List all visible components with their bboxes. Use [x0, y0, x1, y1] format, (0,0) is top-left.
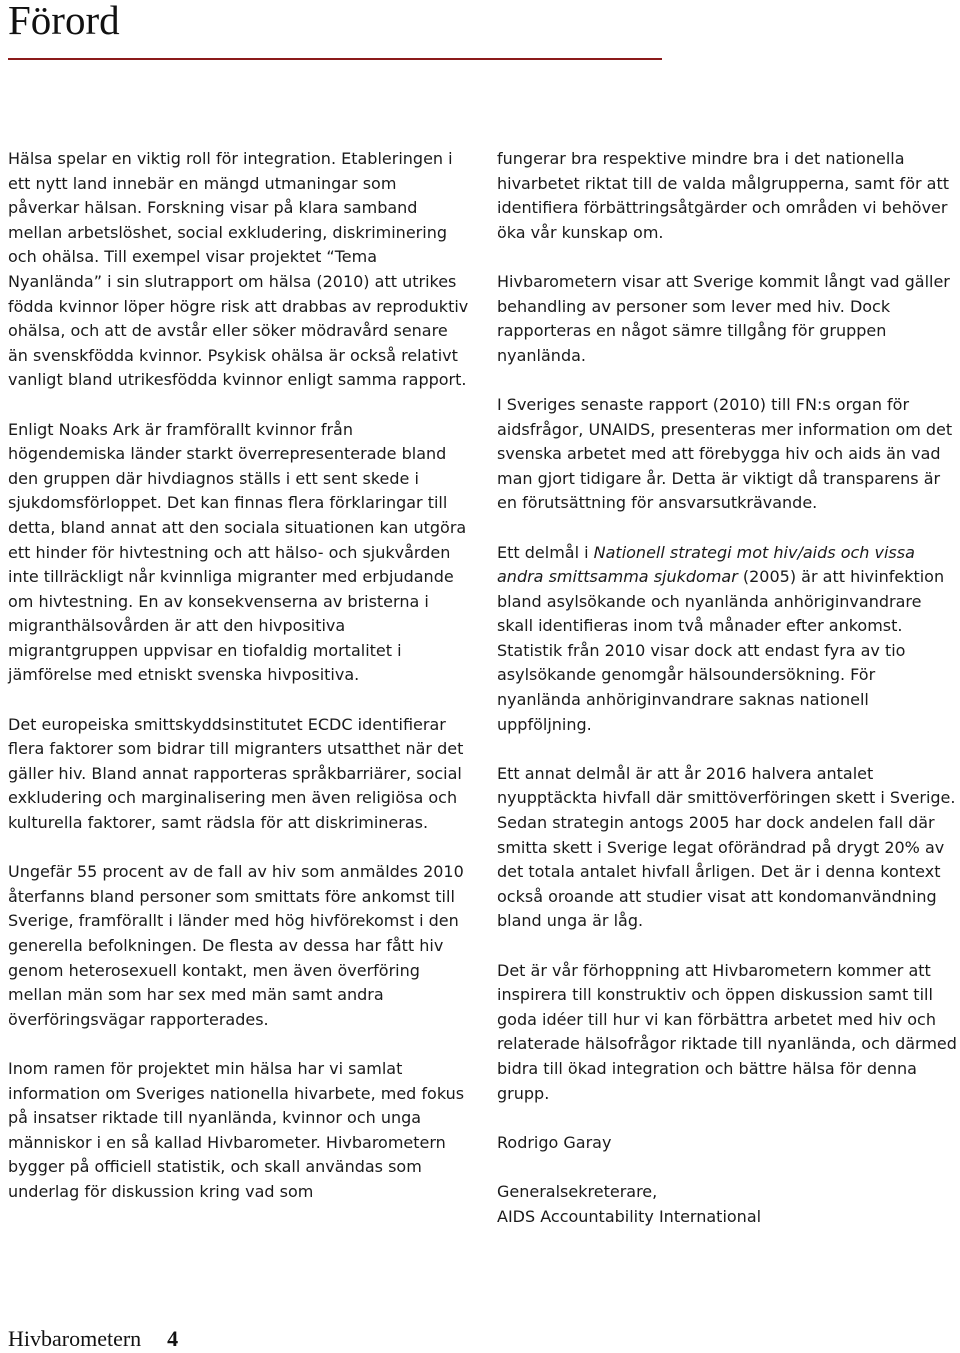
- paragraph: I Sveriges senaste rapport (2010) till FN:s organ för aidsfrågor, UNAIDS, presenteras mer information om det svenska arbetet med att förebygga hiv och aids än vad man gjort tidigare år. Detta är viktigt då transparens är en förutsättning för ansvarsutkrävande.: [497, 394, 953, 513]
- paragraph: fungerar bra respektive mindre bra i det nationella hivarbetet riktat till de valda målgrupperna, samt för att identifiera förbättringsåtgärder och områden vi behöver öka vår kunskap om.: [497, 149, 949, 242]
- strategy-title: Nationell strategi mot hiv/aids och vissa andra smittsamma sjukdomar: [497, 542, 915, 587]
- paragraph: Det europeiska smittskyddsinstitutet ECDC identifierar flera faktorer som bidrar till migranters utsatthet när det gäller hiv. Bland annat rapporteras språkbarriärer, social exkludering och marginalisering men även religiösa och kulturella faktorer, samt rädsla för att diskrimineras.: [8, 714, 464, 833]
- paragraph-text: (2005) är att hivinfektion bland asylsökande och nyanlända anhöriginvandrare skall identifieras inom två månader efter ankomst. Statistik från 2010 visar dock att endast fyra av tio asylsökande genomgår hälsoundersökning. För nyanlända anhöriginvandrare saknas nationell uppföljning.: [497, 567, 945, 734]
- signature-name: Rodrigo Garay: [497, 1132, 612, 1152]
- left-column: [8, 147, 471, 1229]
- paragraph: Enligt Noaks Ark är framförallt kvinnor från högendemiska länder starkt överrepresenterade bland den gruppen där hivdiagnos ställs i ett sent skede i sjukdomsförloppet. Det kan finnas flera förklaringar till detta, bland annat att den sociala situationen kan utgöra ett hinder för hivtestning och att hälso- och sjukvården inte tillräckligt når kvinnliga migranter med erbjudande om hivtestning. En av konsekvenserna av bristerna i migranthälsovården är att den hivpositiva migrantgruppen uppvisar en tiofaldig mortalitet i jämförelse med etniskt svenska hivpositiva.: [8, 419, 467, 685]
- paragraph-text: Ett delmål i: [497, 542, 594, 562]
- paragraph: Hälsa spelar en viktig roll för integration. Etableringen i ett nytt land innebär en mängd utmaningar som påverkar hälsan. Forskning visar på klara samband mellan arbetslöshet, social exkludering, diskriminering och ohälsa. Till exempel visar projektet “Tema Nyanlända” i sin slutrapport om hälsa (2010) att utrikes födda kvinnor löper högre risk att drabbas av reproduktiv ohälsa, och att de avstår eller söker mödravård senare än svenskfödda kvinnor. Psykisk ohälsa är också relativt vanligt bland utrikesfödda kvinnor enligt samma rapport.: [8, 149, 469, 390]
- paragraph: Hivbarometern visar att Sverige kommit långt vad gäller behandling av personer som lever med hiv. Dock rapporteras en något sämre tillgång för gruppen nyanlända.: [497, 271, 950, 365]
- signature-org: AIDS Accountability International: [497, 1206, 762, 1226]
- page-title: Förord: [8, 0, 120, 43]
- title-rule: [8, 58, 662, 60]
- signature-title: Generalsekreterare,: [497, 1181, 658, 1201]
- paragraph: Det är vår förhoppning att Hivbarometern kommer att inspirera till konstruktiv och öppen diskussion samt till goda idéer till hur vi kan förbättra arbetet med hiv och relaterade hälsofrågor riktade till nyanlända, och därmed bidra till ökad integration och bättre hälsa för denna grupp.: [497, 960, 957, 1103]
- page-number: 4: [167, 1326, 179, 1351]
- page-footer: [8, 1326, 178, 1352]
- right-column: [497, 147, 960, 1229]
- publication-name: Hivbarometern: [8, 1326, 142, 1351]
- paragraph: Ungefär 55 procent av de fall av hiv som anmäldes 2010 återfanns bland personer som smittats före ankomst till Sverige, framförallt i länder med hög hivförekomst i den generella befolkningen. De flesta av dessa har fått hiv genom heterosexuell kontakt, men även överföring mellan män som har sex med män samt andra överföringsvägar rapporterades.: [8, 862, 464, 1029]
- paragraph: Inom ramen för projektet min hälsa har vi samlat information om Sveriges nationella hivarbete, med fokus på insatser riktade till nyanlända, kvinnor och unga människor i en så kallad Hivbarometer. Hivbarometern bygger på officiell statistik, och skall användas som underlag för diskussion kring vad som: [8, 1058, 465, 1201]
- paragraph: [497, 541, 960, 738]
- paragraph: Ett annat delmål är att år 2016 halvera antalet nyupptäckta hivfall där smittöverföringen skett i Sverige. Sedan strategin antogs 2005 har dock andelen fall där smitta skett i Sverige legat oförändrad på drygt 20% av det totala antalet hivfall årligen. Det är i denna kontext också oroande att studier visat att kondomanvändning bland unga är låg.: [497, 763, 956, 931]
